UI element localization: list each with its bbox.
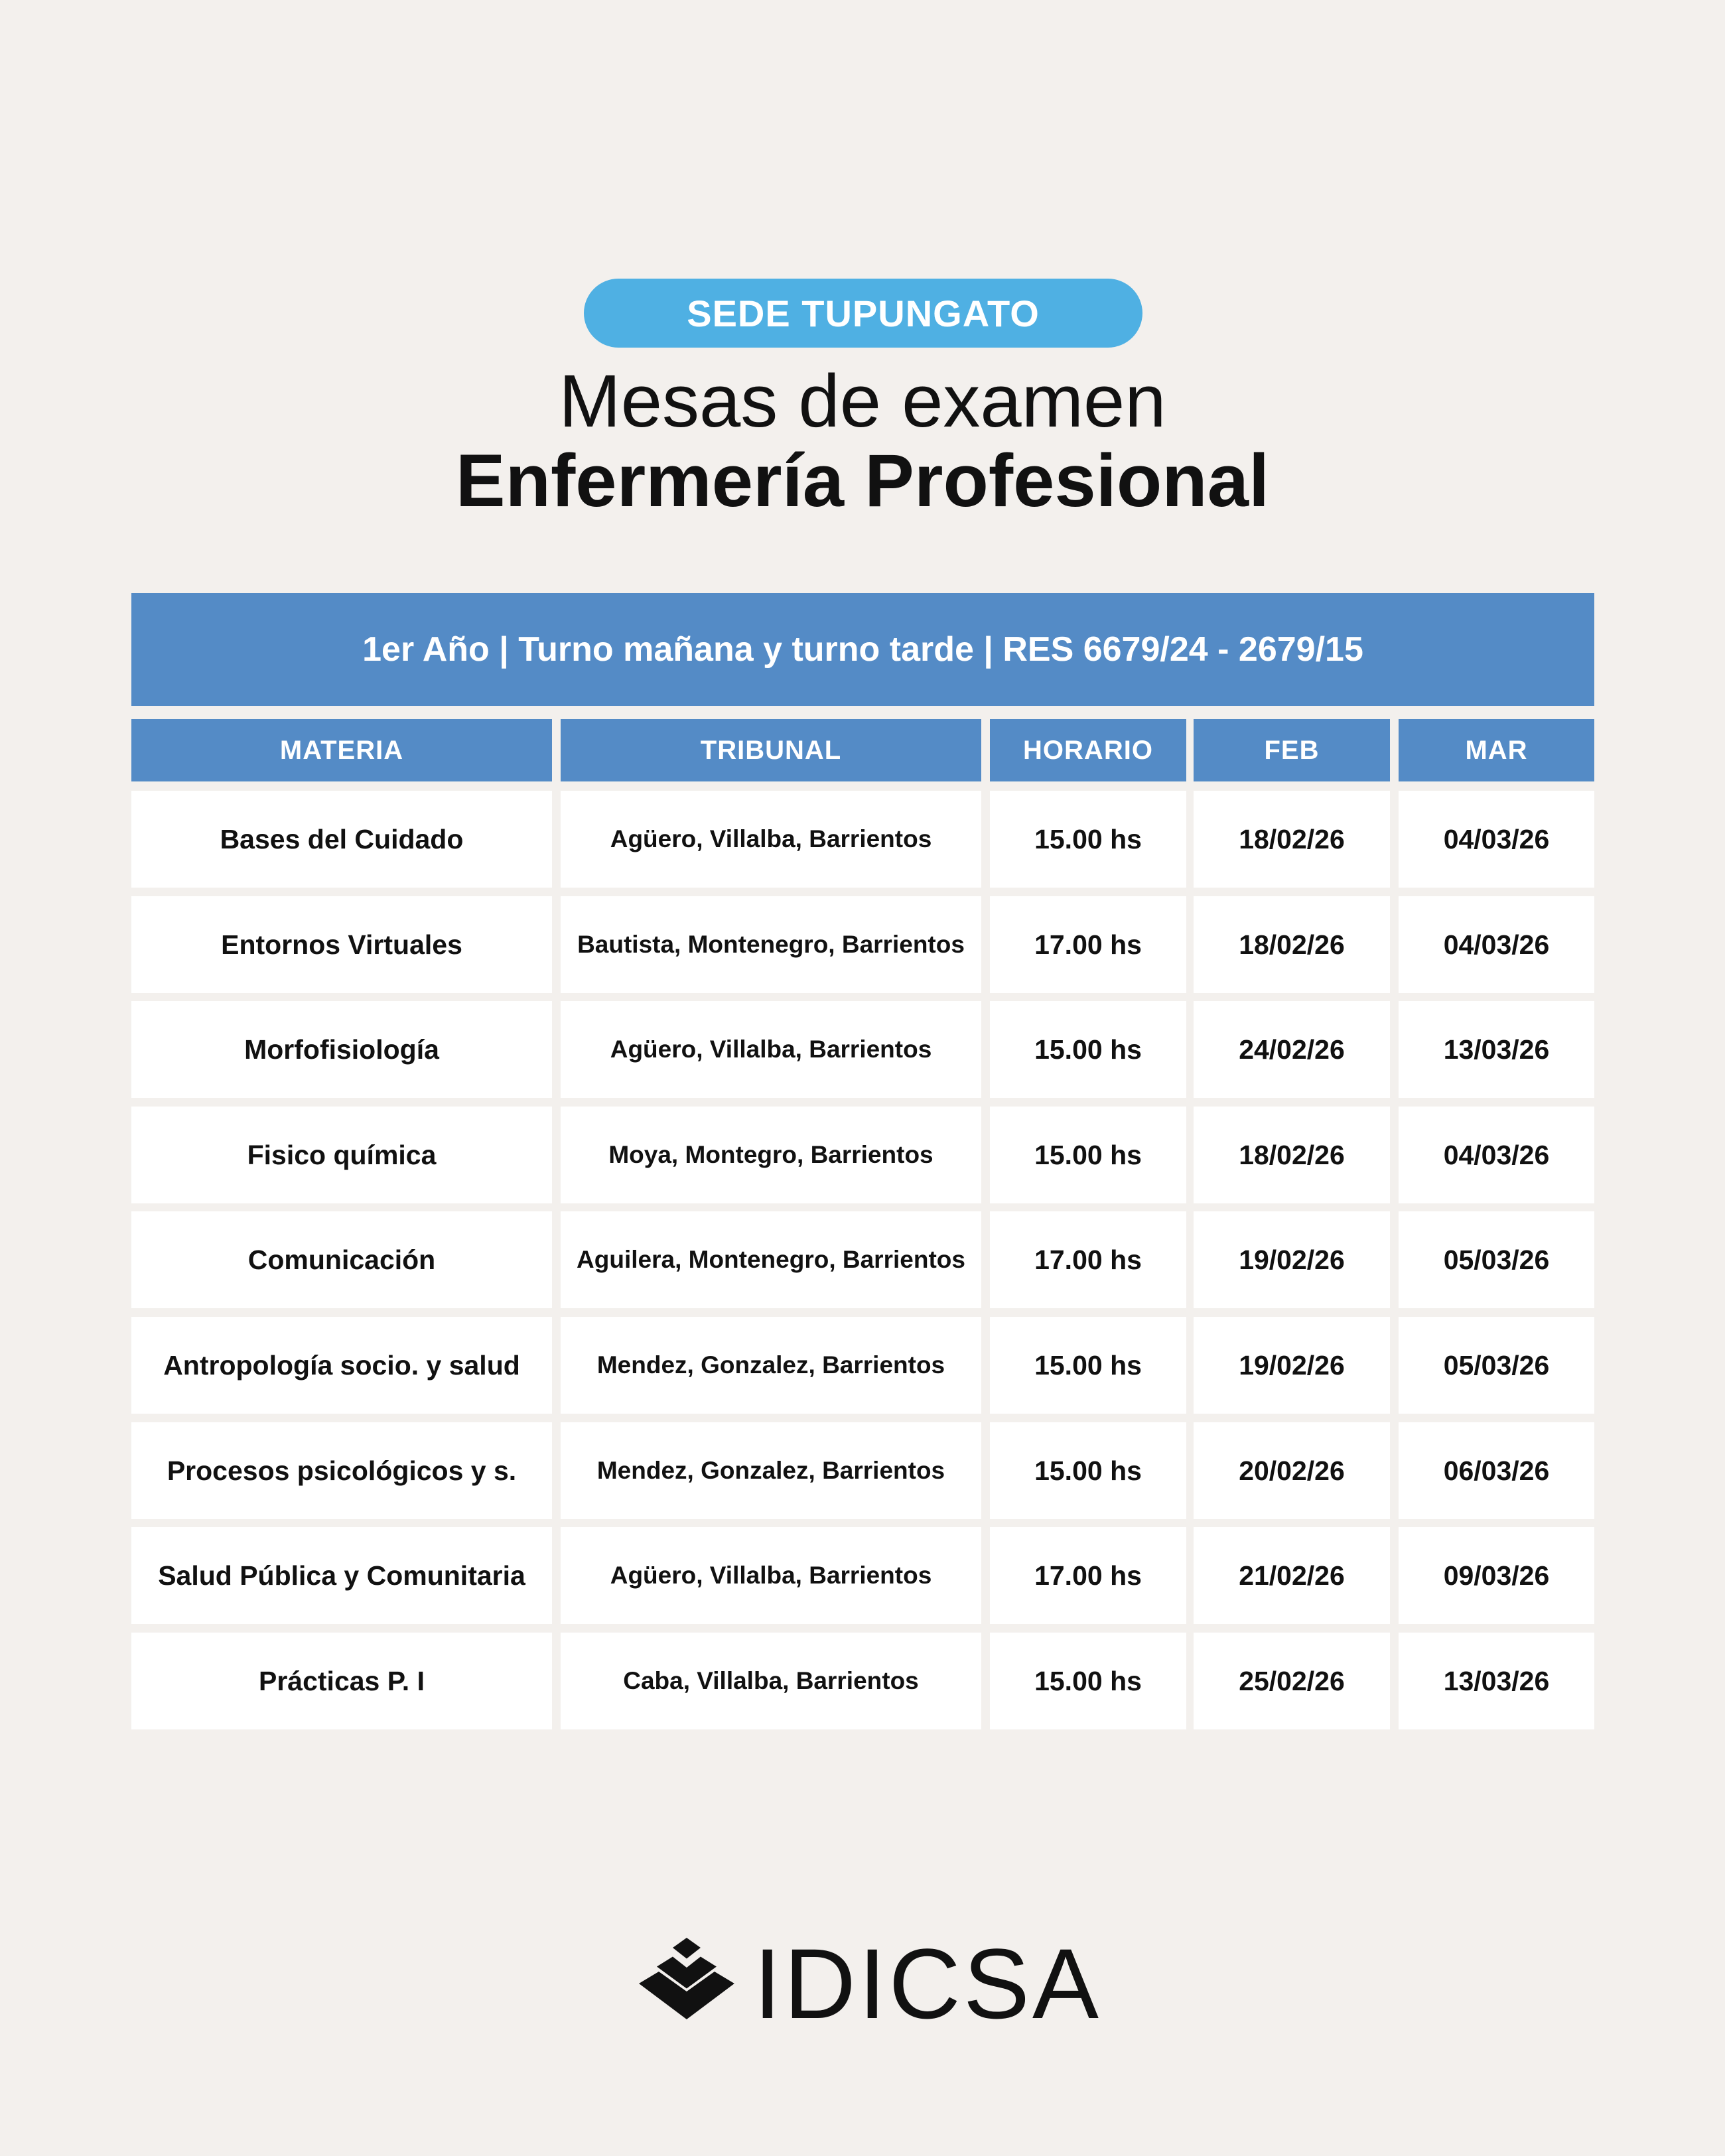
table-cell-mar: 04/03/26 xyxy=(1399,791,1594,888)
table-cell-horario: 15.00 hs xyxy=(990,1633,1186,1729)
table-cell-mar: 05/03/26 xyxy=(1399,1211,1594,1308)
column-header-feb: FEB xyxy=(1194,719,1390,781)
table-cell-tribunal: Agüero, Villalba, Barrientos xyxy=(561,791,981,888)
table-cell-mar: 05/03/26 xyxy=(1399,1317,1594,1414)
table-cell-horario: 17.00 hs xyxy=(990,1527,1186,1624)
table-cell-feb: 21/02/26 xyxy=(1194,1527,1390,1624)
table-cell-horario: 17.00 hs xyxy=(990,896,1186,993)
table-banner: 1er Año | Turno mañana y turno tarde | RES 6679/24 - 2679/15 xyxy=(131,593,1594,706)
table-cell-feb: 20/02/26 xyxy=(1194,1422,1390,1519)
column-header-tribunal: TRIBUNAL xyxy=(561,719,981,781)
table-cell-horario: 15.00 hs xyxy=(990,1317,1186,1414)
table-cell-feb: 18/02/26 xyxy=(1194,1107,1390,1203)
column-header-mar: MAR xyxy=(1399,719,1594,781)
table-cell-feb: 18/02/26 xyxy=(1194,791,1390,888)
page-title-line2: Enfermería Profesional xyxy=(455,439,1270,522)
table-cell-feb: 19/02/26 xyxy=(1194,1211,1390,1308)
table-cell-tribunal: Agüero, Villalba, Barrientos xyxy=(561,1001,981,1098)
table-cell-horario: 15.00 hs xyxy=(990,791,1186,888)
table-cell-materia: Salud Pública y Comunitaria xyxy=(131,1527,552,1624)
table-cell-tribunal: Agüero, Villalba, Barrientos xyxy=(561,1527,981,1624)
table-cell-mar: 06/03/26 xyxy=(1399,1422,1594,1519)
table-cell-materia: Morfofisiología xyxy=(131,1001,552,1098)
table-cell-feb: 18/02/26 xyxy=(1194,896,1390,993)
table-cell-mar: 04/03/26 xyxy=(1399,896,1594,993)
table-cell-materia: Procesos psicológicos y s. xyxy=(131,1422,552,1519)
footer-logo xyxy=(637,1917,1101,2050)
table-cell-feb: 25/02/26 xyxy=(1194,1633,1390,1729)
logo-text: IDICSA xyxy=(753,1928,1101,2039)
table-cell-materia: Entornos Virtuales xyxy=(131,896,552,993)
table-cell-horario: 17.00 hs xyxy=(990,1211,1186,1308)
table-cell-feb: 19/02/26 xyxy=(1194,1317,1390,1414)
page-title-line1: Mesas de examen xyxy=(559,360,1166,442)
table-cell-tribunal: Caba, Villalba, Barrientos xyxy=(561,1633,981,1729)
table-cell-materia: Comunicación xyxy=(131,1211,552,1308)
table-cell-horario: 15.00 hs xyxy=(990,1001,1186,1098)
table-cell-materia: Fisico química xyxy=(131,1107,552,1203)
table-cell-materia: Prácticas P. I xyxy=(131,1633,552,1729)
campus-badge: SEDE TUPUNGATO xyxy=(584,279,1142,348)
table-cell-tribunal: Bautista, Montenegro, Barrientos xyxy=(561,896,981,993)
table-cell-mar: 04/03/26 xyxy=(1399,1107,1594,1203)
table-cell-mar: 13/03/26 xyxy=(1399,1001,1594,1098)
table-cell-mar: 13/03/26 xyxy=(1399,1633,1594,1729)
column-header-materia: MATERIA xyxy=(131,719,552,781)
idicsa-chevron-logo-icon xyxy=(637,1917,736,2050)
table-cell-materia: Bases del Cuidado xyxy=(131,791,552,888)
table-cell-tribunal: Aguilera, Montenegro, Barrientos xyxy=(561,1211,981,1308)
table-cell-tribunal: Mendez, Gonzalez, Barrientos xyxy=(561,1422,981,1519)
table-cell-mar: 09/03/26 xyxy=(1399,1527,1594,1624)
table-cell-horario: 15.00 hs xyxy=(990,1107,1186,1203)
table-cell-materia: Antropología socio. y salud xyxy=(131,1317,552,1414)
table-cell-tribunal: Moya, Montegro, Barrientos xyxy=(561,1107,981,1203)
table-cell-tribunal: Mendez, Gonzalez, Barrientos xyxy=(561,1317,981,1414)
table-cell-horario: 15.00 hs xyxy=(990,1422,1186,1519)
table-cell-feb: 24/02/26 xyxy=(1194,1001,1390,1098)
column-header-horario: HORARIO xyxy=(990,719,1186,781)
